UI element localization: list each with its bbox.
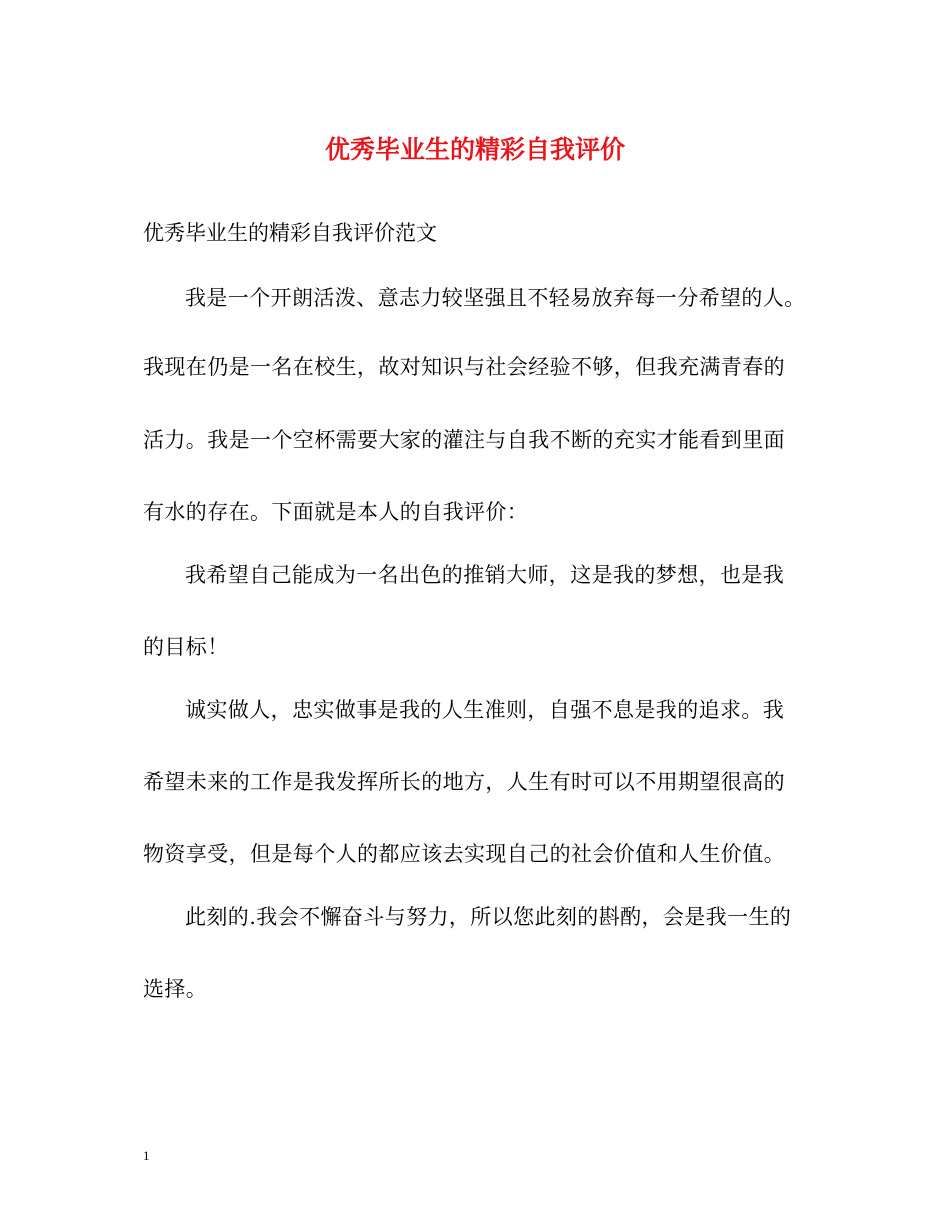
paragraph-line: 我是一个开朗活泼、意志力较坚强且不轻易放弃每一分希望的人。 <box>185 286 806 310</box>
paragraph-line: 诚实做人，忠实做事是我的人生准则，自强不息是我的追求。我 <box>185 698 785 722</box>
paragraph-line: 希望未来的工作是我发挥所长的地方，人生有时可以不用期望很高的 <box>143 770 785 794</box>
page-number: 1 <box>143 1148 150 1163</box>
paragraph-line: 物资享受，但是每个人的都应该去实现自己的社会价值和人生价值。 <box>143 842 785 866</box>
paragraph-line: 有水的存在。下面就是本人的自我评价： <box>143 500 529 524</box>
document-subtitle: 优秀毕业生的精彩自我评价范文 <box>143 221 437 245</box>
paragraph-line: 我希望自己能成为一名出色的推销大师，这是我的梦想，也是我 <box>185 563 785 587</box>
paragraph-line: 活力。我是一个空杯需要大家的灌注与自我不断的充实才能看到里面 <box>143 428 785 452</box>
paragraph-line: 我现在仍是一名在校生，故对知识与社会经验不够，但我充满青春的 <box>143 355 785 379</box>
document-title: 优秀毕业生的精彩自我评价 <box>324 135 625 164</box>
paragraph-line: 此刻的.我会不懈奋斗与努力，所以您此刻的斟酌，会是我一生的 <box>185 905 792 929</box>
paragraph-line: 选择。 <box>143 977 208 1001</box>
paragraph-line: 的目标！ <box>143 635 229 659</box>
